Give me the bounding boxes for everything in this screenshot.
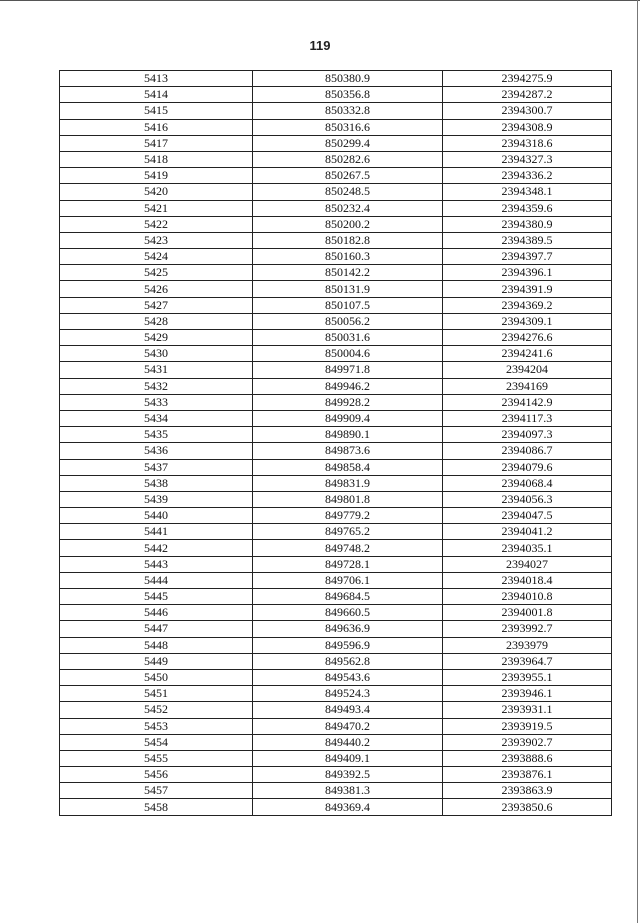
y-coordinate-cell: 2394308.9 xyxy=(443,119,612,135)
x-coordinate-cell: 849392.5 xyxy=(253,767,443,783)
point-id-cell: 5430 xyxy=(60,346,253,362)
x-coordinate-cell: 849946.2 xyxy=(253,378,443,394)
table-row xyxy=(60,281,612,297)
point-id-cell: 5432 xyxy=(60,378,253,394)
table-row xyxy=(60,686,612,702)
point-id-cell: 5442 xyxy=(60,540,253,556)
y-coordinate-cell: 2394204 xyxy=(443,362,612,378)
y-coordinate-cell: 2394336.2 xyxy=(443,168,612,184)
table-row xyxy=(60,200,612,216)
point-id-cell: 5443 xyxy=(60,556,253,572)
y-coordinate-cell: 2394275.9 xyxy=(443,71,612,87)
x-coordinate-cell: 850182.8 xyxy=(253,232,443,248)
point-id-cell: 5458 xyxy=(60,799,253,815)
point-id-cell: 5417 xyxy=(60,135,253,151)
y-coordinate-cell: 2394018.4 xyxy=(443,572,612,588)
x-coordinate-cell: 850332.8 xyxy=(253,103,443,119)
table-row xyxy=(60,249,612,265)
y-coordinate-cell: 2393992.7 xyxy=(443,621,612,637)
x-coordinate-cell: 849409.1 xyxy=(253,750,443,766)
y-coordinate-cell: 2394389.5 xyxy=(443,232,612,248)
y-coordinate-cell: 2394047.5 xyxy=(443,508,612,524)
point-id-cell: 5457 xyxy=(60,783,253,799)
point-id-cell: 5420 xyxy=(60,184,253,200)
table-row xyxy=(60,750,612,766)
table-row xyxy=(60,572,612,588)
point-id-cell: 5446 xyxy=(60,605,253,621)
page-number: 119 xyxy=(309,38,331,53)
y-coordinate-cell: 2394318.6 xyxy=(443,135,612,151)
table-row xyxy=(60,346,612,362)
point-id-cell: 5449 xyxy=(60,653,253,669)
x-coordinate-cell: 850056.2 xyxy=(253,313,443,329)
table-row xyxy=(60,103,612,119)
y-coordinate-cell: 2393888.6 xyxy=(443,750,612,766)
point-id-cell: 5423 xyxy=(60,232,253,248)
y-coordinate-cell: 2394359.6 xyxy=(443,200,612,216)
point-id-cell: 5456 xyxy=(60,767,253,783)
y-coordinate-cell: 2393876.1 xyxy=(443,767,612,783)
x-coordinate-cell: 849524.3 xyxy=(253,686,443,702)
page-right-edge xyxy=(637,0,638,923)
x-coordinate-cell: 849706.1 xyxy=(253,572,443,588)
table-row xyxy=(60,621,612,637)
table-row xyxy=(60,297,612,313)
table-row xyxy=(60,378,612,394)
point-id-cell: 5451 xyxy=(60,686,253,702)
table-row xyxy=(60,427,612,443)
table-row xyxy=(60,669,612,685)
y-coordinate-cell: 2393919.5 xyxy=(443,718,612,734)
point-id-cell: 5422 xyxy=(60,216,253,232)
x-coordinate-cell: 849684.5 xyxy=(253,589,443,605)
x-coordinate-cell: 849562.8 xyxy=(253,653,443,669)
table-row xyxy=(60,410,612,426)
point-id-cell: 5450 xyxy=(60,669,253,685)
table-row xyxy=(60,637,612,653)
point-id-cell: 5428 xyxy=(60,313,253,329)
point-id-cell: 5455 xyxy=(60,750,253,766)
x-coordinate-cell: 850142.2 xyxy=(253,265,443,281)
point-id-cell: 5439 xyxy=(60,491,253,507)
table-row xyxy=(60,184,612,200)
x-coordinate-cell: 849543.6 xyxy=(253,669,443,685)
y-coordinate-cell: 2394287.2 xyxy=(443,87,612,103)
point-id-cell: 5440 xyxy=(60,508,253,524)
y-coordinate-cell: 2394391.9 xyxy=(443,281,612,297)
y-coordinate-cell: 2394097.3 xyxy=(443,427,612,443)
x-coordinate-cell: 850267.5 xyxy=(253,168,443,184)
coordinates-table-body xyxy=(60,71,612,816)
point-id-cell: 5427 xyxy=(60,297,253,313)
y-coordinate-cell: 2394001.8 xyxy=(443,605,612,621)
table-row xyxy=(60,459,612,475)
x-coordinate-cell: 849660.5 xyxy=(253,605,443,621)
point-id-cell: 5416 xyxy=(60,119,253,135)
table-row xyxy=(60,232,612,248)
y-coordinate-cell: 2393955.1 xyxy=(443,669,612,685)
coordinates-table xyxy=(59,70,612,816)
table-row xyxy=(60,718,612,734)
point-id-cell: 5454 xyxy=(60,734,253,750)
point-id-cell: 5453 xyxy=(60,718,253,734)
x-coordinate-cell: 850356.8 xyxy=(253,87,443,103)
y-coordinate-cell: 2393979 xyxy=(443,637,612,653)
y-coordinate-cell: 2394396.1 xyxy=(443,265,612,281)
point-id-cell: 5421 xyxy=(60,200,253,216)
y-coordinate-cell: 2394142.9 xyxy=(443,394,612,410)
x-coordinate-cell: 849765.2 xyxy=(253,524,443,540)
y-coordinate-cell: 2394117.3 xyxy=(443,410,612,426)
y-coordinate-cell: 2394397.7 xyxy=(443,249,612,265)
table-row xyxy=(60,265,612,281)
table-row xyxy=(60,168,612,184)
page-top-edge xyxy=(0,0,640,1)
y-coordinate-cell: 2393946.1 xyxy=(443,686,612,702)
table-row xyxy=(60,71,612,87)
y-coordinate-cell: 2394369.2 xyxy=(443,297,612,313)
point-id-cell: 5426 xyxy=(60,281,253,297)
point-id-cell: 5452 xyxy=(60,702,253,718)
table-row xyxy=(60,589,612,605)
point-id-cell: 5424 xyxy=(60,249,253,265)
x-coordinate-cell: 849909.4 xyxy=(253,410,443,426)
y-coordinate-cell: 2393964.7 xyxy=(443,653,612,669)
y-coordinate-cell: 2394035.1 xyxy=(443,540,612,556)
table-row xyxy=(60,475,612,491)
point-id-cell: 5434 xyxy=(60,410,253,426)
point-id-cell: 5425 xyxy=(60,265,253,281)
table-row xyxy=(60,702,612,718)
y-coordinate-cell: 2394041.2 xyxy=(443,524,612,540)
x-coordinate-cell: 849873.6 xyxy=(253,443,443,459)
table-row xyxy=(60,87,612,103)
x-coordinate-cell: 849779.2 xyxy=(253,508,443,524)
x-coordinate-cell: 849381.3 xyxy=(253,783,443,799)
point-id-cell: 5433 xyxy=(60,394,253,410)
table-row xyxy=(60,362,612,378)
x-coordinate-cell: 850200.2 xyxy=(253,216,443,232)
x-coordinate-cell: 849369.4 xyxy=(253,799,443,815)
x-coordinate-cell: 850282.6 xyxy=(253,151,443,167)
table-row xyxy=(60,734,612,750)
y-coordinate-cell: 2394348.1 xyxy=(443,184,612,200)
table-row xyxy=(60,783,612,799)
y-coordinate-cell: 2394300.7 xyxy=(443,103,612,119)
y-coordinate-cell: 2394380.9 xyxy=(443,216,612,232)
y-coordinate-cell: 2393863.9 xyxy=(443,783,612,799)
table-row xyxy=(60,491,612,507)
point-id-cell: 5447 xyxy=(60,621,253,637)
point-id-cell: 5441 xyxy=(60,524,253,540)
x-coordinate-cell: 849470.2 xyxy=(253,718,443,734)
table-row xyxy=(60,799,612,815)
x-coordinate-cell: 849440.2 xyxy=(253,734,443,750)
point-id-cell: 5435 xyxy=(60,427,253,443)
x-coordinate-cell: 849831.9 xyxy=(253,475,443,491)
x-coordinate-cell: 849971.8 xyxy=(253,362,443,378)
y-coordinate-cell: 2394309.1 xyxy=(443,313,612,329)
table-row xyxy=(60,556,612,572)
x-coordinate-cell: 850031.6 xyxy=(253,330,443,346)
y-coordinate-cell: 2393931.1 xyxy=(443,702,612,718)
x-coordinate-cell: 850380.9 xyxy=(253,71,443,87)
table-row xyxy=(60,605,612,621)
y-coordinate-cell: 2394079.6 xyxy=(443,459,612,475)
point-id-cell: 5448 xyxy=(60,637,253,653)
x-coordinate-cell: 849801.8 xyxy=(253,491,443,507)
y-coordinate-cell: 2393850.6 xyxy=(443,799,612,815)
y-coordinate-cell: 2394027 xyxy=(443,556,612,572)
x-coordinate-cell: 850248.5 xyxy=(253,184,443,200)
table-row xyxy=(60,394,612,410)
x-coordinate-cell: 849890.1 xyxy=(253,427,443,443)
point-id-cell: 5436 xyxy=(60,443,253,459)
point-id-cell: 5429 xyxy=(60,330,253,346)
y-coordinate-cell: 2394086.7 xyxy=(443,443,612,459)
table-row xyxy=(60,653,612,669)
point-id-cell: 5437 xyxy=(60,459,253,475)
table-row xyxy=(60,524,612,540)
x-coordinate-cell: 850004.6 xyxy=(253,346,443,362)
x-coordinate-cell: 849728.1 xyxy=(253,556,443,572)
y-coordinate-cell: 2394276.6 xyxy=(443,330,612,346)
x-coordinate-cell: 849636.9 xyxy=(253,621,443,637)
y-coordinate-cell: 2394068.4 xyxy=(443,475,612,491)
point-id-cell: 5413 xyxy=(60,71,253,87)
y-coordinate-cell: 2393902.7 xyxy=(443,734,612,750)
y-coordinate-cell: 2394169 xyxy=(443,378,612,394)
x-coordinate-cell: 850299.4 xyxy=(253,135,443,151)
y-coordinate-cell: 2394010.8 xyxy=(443,589,612,605)
table-row xyxy=(60,313,612,329)
table-row xyxy=(60,443,612,459)
y-coordinate-cell: 2394327.3 xyxy=(443,151,612,167)
table-row xyxy=(60,135,612,151)
point-id-cell: 5444 xyxy=(60,572,253,588)
x-coordinate-cell: 849748.2 xyxy=(253,540,443,556)
x-coordinate-cell: 849858.4 xyxy=(253,459,443,475)
x-coordinate-cell: 850232.4 xyxy=(253,200,443,216)
point-id-cell: 5438 xyxy=(60,475,253,491)
y-coordinate-cell: 2394056.3 xyxy=(443,491,612,507)
x-coordinate-cell: 850316.6 xyxy=(253,119,443,135)
x-coordinate-cell: 849596.9 xyxy=(253,637,443,653)
point-id-cell: 5415 xyxy=(60,103,253,119)
point-id-cell: 5431 xyxy=(60,362,253,378)
table-row xyxy=(60,330,612,346)
x-coordinate-cell: 850160.3 xyxy=(253,249,443,265)
table-row xyxy=(60,508,612,524)
point-id-cell: 5418 xyxy=(60,151,253,167)
x-coordinate-cell: 849928.2 xyxy=(253,394,443,410)
x-coordinate-cell: 849493.4 xyxy=(253,702,443,718)
table-row xyxy=(60,767,612,783)
point-id-cell: 5445 xyxy=(60,589,253,605)
x-coordinate-cell: 850131.9 xyxy=(253,281,443,297)
point-id-cell: 5414 xyxy=(60,87,253,103)
table-row xyxy=(60,216,612,232)
table-row xyxy=(60,151,612,167)
table-row xyxy=(60,540,612,556)
point-id-cell: 5419 xyxy=(60,168,253,184)
table-row xyxy=(60,119,612,135)
y-coordinate-cell: 2394241.6 xyxy=(443,346,612,362)
x-coordinate-cell: 850107.5 xyxy=(253,297,443,313)
